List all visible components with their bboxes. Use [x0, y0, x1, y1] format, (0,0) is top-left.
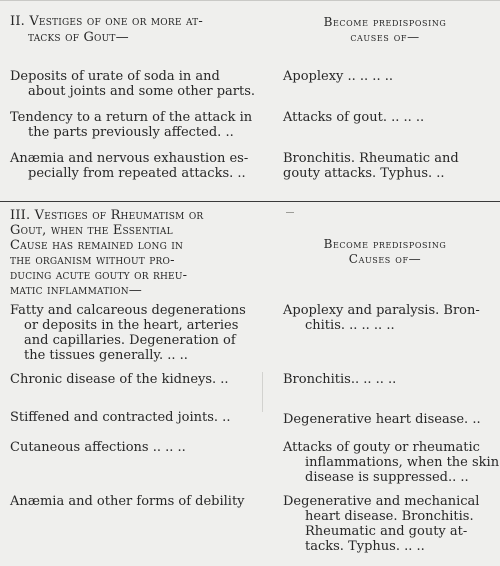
section3-heading-line2: Gout, when the Essential — [10, 223, 173, 238]
column-margin-mark — [262, 372, 263, 412]
s3-row5-right-line2: heart disease. Bronchitis. — [305, 509, 474, 524]
s3-row1-right-line2: chitis. .. .. .. .. — [305, 318, 395, 333]
s2-row1-left-line2: about joints and some other parts. — [28, 84, 256, 99]
section3-heading-line3: Cause has remained long in — [10, 238, 184, 253]
s3-row5-right-line3: Rheumatic and gouty at- — [305, 524, 468, 539]
s3-row3-left-line1: Stiffened and contracted joints. .. — [10, 410, 231, 425]
section3-heading-line5: ducing acute gouty or rheu- — [10, 268, 188, 283]
section2-heading-line1: II. Vestiges of one or more at- — [10, 14, 203, 29]
s3-row2-right-line1: Bronchitis.. .. .. .. — [283, 372, 397, 387]
s3-row1-left-line3: and capillaries. Degeneration of — [24, 333, 236, 348]
s3-row4-left-line1: Cutaneous affections .. .. .. — [10, 440, 186, 455]
s2-row2-right-line1: Attacks of gout. .. .. .. — [283, 110, 425, 125]
s3-row5-left-line1: Anæmia and other forms of debility — [10, 494, 245, 509]
s2-row2-left-line1: Tendency to a return of the attack in — [10, 110, 253, 125]
s3-row5-right-line4: tacks. Typhus. .. .. — [305, 539, 425, 554]
right-column-tick — [286, 212, 294, 213]
section2-right-heading-line1: Become predisposing — [323, 15, 447, 29]
s3-row4-right-line3: disease is suppressed.. .. — [305, 470, 469, 485]
s2-row3-right-line1: Bronchitis. Rheumatic and — [283, 151, 459, 166]
s3-row2-left-line1: Chronic disease of the kidneys. .. — [10, 372, 229, 387]
s3-row4-right-line1: Attacks of gouty or rheumatic — [283, 440, 480, 455]
s3-row1-right-line1: Apoplexy and paralysis. Bron- — [283, 303, 480, 318]
section2-heading-line2: tacks of Gout— — [28, 30, 129, 45]
section3-right-heading-line1: Become predisposing — [323, 237, 447, 251]
section3-heading-line4: the organism without pro- — [10, 253, 175, 268]
s3-row5-right-line1: Degenerative and mechanical — [283, 494, 480, 509]
section3-heading-line6: matic inflammation— — [10, 283, 142, 298]
s3-row1-left-line2: or deposits in the heart, arteries — [24, 318, 239, 333]
section3-heading-line1: III. Vestiges of Rheumatism or — [10, 208, 204, 223]
s2-row1-left-line1: Deposits of urate of soda in and — [10, 69, 220, 84]
s2-row3-left-line1: Anæmia and nervous exhaustion es- — [10, 151, 249, 166]
s2-row3-right-line2: gouty attacks. Typhus. .. — [283, 166, 445, 181]
section-divider — [0, 201, 500, 202]
s2-row1-right-line1: Apoplexy .. .. .. .. — [283, 69, 393, 84]
section3-right-heading-line2: Causes of— — [348, 252, 422, 266]
section2-right-heading-line2: causes of— — [350, 30, 420, 44]
s3-row4-right-line2: inflammations, when the skin — [305, 455, 500, 470]
s3-row1-left-line1: Fatty and calcareous degenerations — [10, 303, 246, 318]
s3-row1-left-line4: the tissues generally. .. .. — [24, 348, 188, 363]
s3-row3-right-line1: Degenerative heart disease. .. — [283, 412, 481, 427]
s2-row3-left-line2: pecially from repeated attacks. .. — [28, 166, 246, 181]
s2-row2-left-line2: the parts previously affected. .. — [28, 125, 234, 140]
top-rule — [0, 0, 500, 1]
